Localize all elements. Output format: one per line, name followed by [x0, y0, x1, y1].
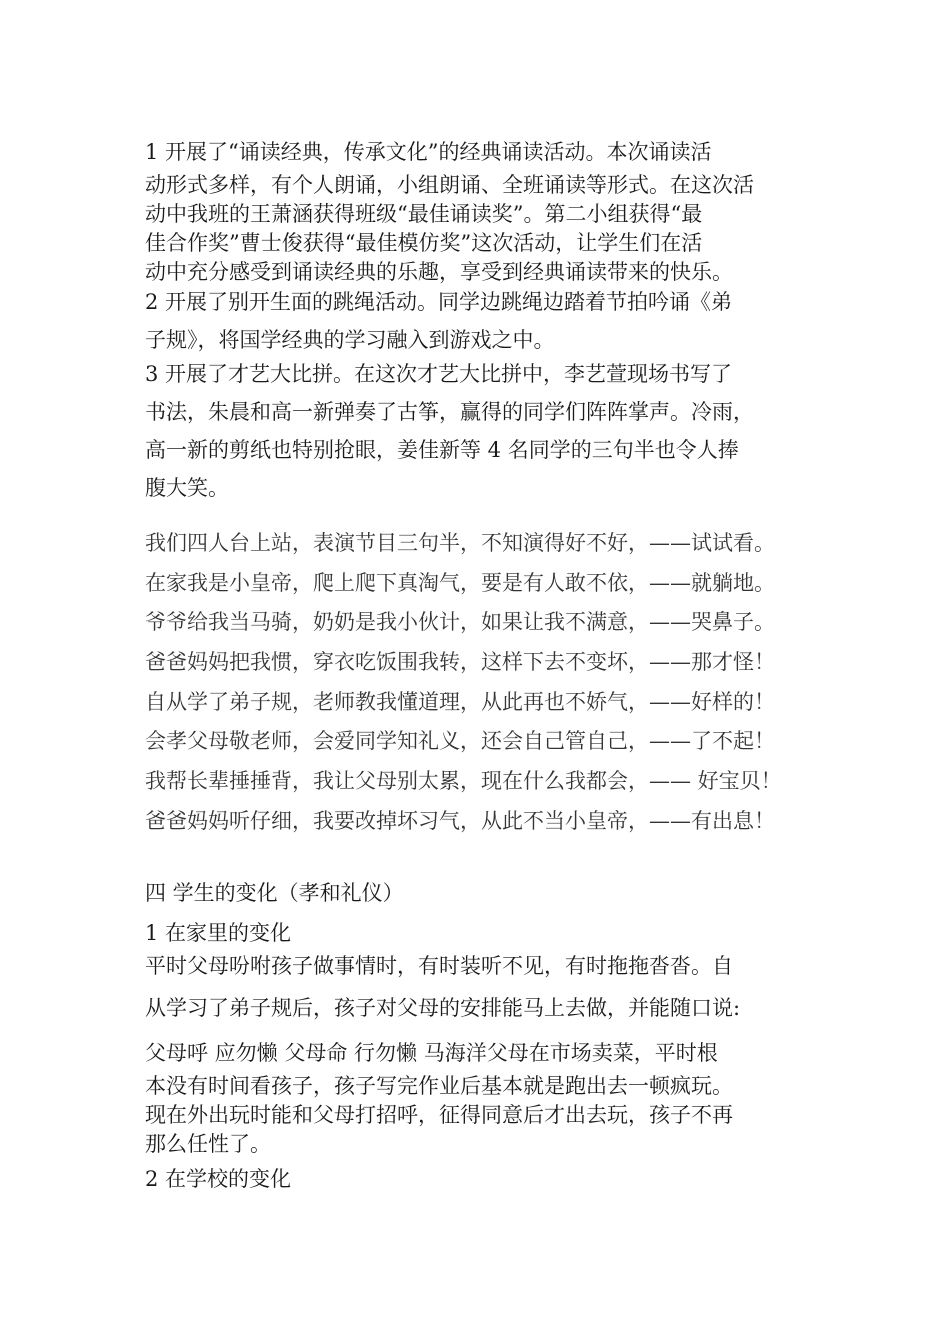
section-heading: 四 学生的变化（孝和礼仪） — [145, 881, 404, 905]
text-line: 腹大笑。 — [145, 476, 229, 500]
text-line: 1 开展了“诵读经典，传承文化”的经典诵读活动。本次诵读活 — [145, 140, 712, 164]
poem-line: 在家我是小皇帝，爬上爬下真淘气，要是有人敢不依，——就躺地。 — [145, 570, 775, 595]
poem-line: 我帮长辈捶捶背，我让父母别太累，现在什么我都会，—— 好宝贝！ — [145, 769, 782, 794]
text-line: 子规》，将国学经典的学习融入到游戏之中。 — [145, 328, 555, 352]
text-line: 动中我班的王萧涵获得班级“最佳诵读奖”。第二小组获得“最 — [145, 202, 703, 226]
section4-heading-block — [145, 873, 825, 953]
text-line: 书法，朱晨和高一新弹奏了古筝，赢得的同学们阵阵掌声。冷雨， — [145, 400, 754, 424]
paragraph-reading-activity — [145, 133, 825, 287]
poem-line: 会孝父母敬老师，会爱同学知礼义，还会自己管自己，——了不起！ — [145, 729, 775, 754]
text-line: 那么任性了。 — [145, 1132, 271, 1156]
text-line: 高一新的剪纸也特别抢眼，姜佳新等 4 名同学的三句半也令人捧 — [145, 438, 739, 462]
poem-line: 我们四人台上站，表演节目三句半，不知演得好不好，——试试看。 — [145, 531, 775, 555]
text-line: 平时父母吩咐孩子做事情时，有时装听不见，有时拖拖沓沓。自 — [145, 954, 733, 978]
subheading-home: 1 在家里的变化 — [145, 921, 292, 945]
text-line: 佳合作奖”曹士俊获得“最佳模仿奖”这次活动，让学生们在活 — [145, 231, 703, 255]
text-line: 本没有时间看孩子，孩子写完作业后基本就是跑出去一顿疯玩。 — [145, 1074, 733, 1098]
poem-line: 爷爷给我当马骑，奶奶是我小伙计，如果让我不满意，——哭鼻子。 — [145, 610, 775, 635]
text-line: 2 开展了别开生面的跳绳活动。同学边跳绳边踏着节拍吟诵《弟 — [145, 290, 733, 314]
text-line: 从学习了弟子规后，孩子对父母的安排能马上去做，并能随口说: — [145, 996, 741, 1020]
paragraph-jump-rope — [145, 283, 825, 359]
poem-line: 自从学了弟子规，老师教我懂道理，从此再也不娇气，——好样的！ — [145, 689, 775, 714]
text-line: 3 开展了才艺大比拼。在这次才艺大比拼中，李艺萱现场书写了 — [145, 362, 733, 386]
paragraph-parents-call — [145, 1034, 825, 1159]
subheading-school: 2 在学校的变化 — [145, 1167, 292, 1191]
paragraph-home-change — [145, 945, 825, 1029]
poem-three-and-a-half-lines — [145, 524, 885, 842]
subheading-school-block — [145, 1162, 825, 1196]
poem-line: 爸爸妈妈听仔细，我要改掉坏习气，从此不当小皇帝，——有出息！ — [145, 808, 775, 833]
poem-line: 爸爸妈妈把我惯，穿衣吃饭围我转，这样下去不变坏，——那才怪！ — [145, 650, 775, 675]
text-line: 动形式多样，有个人朗诵，小组朗诵、全班诵读等形式。在这次活 — [145, 173, 754, 197]
text-line: 动中充分感受到诵读经典的乐趣，享受到经典诵读带来的快乐。 — [145, 260, 733, 284]
text-line: 现在外出玩时能和父母打招呼，征得同意后才出去玩，孩子不再 — [145, 1103, 733, 1127]
text-line: 父母呼 应勿懒 父母命 行勿懒 马海洋父母在市场卖菜，平时根 — [145, 1041, 718, 1065]
paragraph-talent-show — [145, 355, 825, 507]
